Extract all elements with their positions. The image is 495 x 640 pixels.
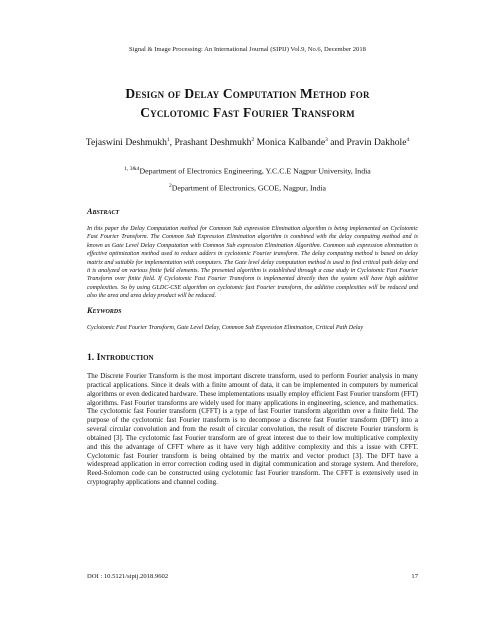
author-name: and Pravin Dakhole bbox=[327, 137, 407, 149]
author-affiliation-mark: 3 bbox=[325, 137, 328, 143]
affiliation-mark: 2 bbox=[168, 183, 172, 189]
author-affiliation-mark: 1 bbox=[166, 137, 170, 143]
affiliation-text: Department of Electronics Engineering, Y.C.C.E Nagpur University, India bbox=[139, 166, 371, 176]
affiliation-mark: 1, 3&4 bbox=[124, 166, 140, 172]
author-name: Monica Kalbande bbox=[254, 137, 326, 149]
title-line-2: Cyclotomic Fast Fourier Transform bbox=[140, 105, 355, 120]
title-line-1: Design of Delay Computation Method for bbox=[125, 86, 370, 101]
author-affiliation-mark: 2 bbox=[251, 137, 255, 143]
affiliation-1 bbox=[40, 164, 455, 177]
introduction-body: The Discrete Fourier Transform is the most important discrete transform, used to perform Fourier analysis in many practical applications. Since it deals with a finite amount of data, it can be implemented in computers by numerical algorithms or even dedicated hardware. These implementations usually employ efficient Fast Fourier transform (FFT) algorithms. Fast Fourier transforms are widely used for many applications in engineering, science, and mathematics. The cyclotomic fast Fourier transform (CFFT) is a type of fast Fourier transform algorithm over a finite field. The purpose of the cyclotomic fast Fourier transform is to decompose a discrete fast Fourier transform (DFT) into a several circular convolution and from the result of circular convolution, the result of discrete Fourier transform is obtained [3]. The cyclotomic fast Fourier transform are of great interest due to their low multiplicative complexity and this the advantage of CFFT where as it have very high additive complexity and this a issue with CFFT. Cyclotomic fast Fourier transform is being obtained by the matrix and vector product [3]. The DFT have a widespread application in error correction coding used in digital communication and storage system. And therefore, Reed-Solomon code can be constructed using cyclotomic fast Fourier transform. The CFFT is extensively used in cryptography applications and channel coding. bbox=[87, 372, 418, 487]
author-name: Tejaswini Deshmukh bbox=[85, 137, 167, 149]
journal-header: Signal & Image Processing: An International Journal (SIPIJ) Vol.9, No.6, December 2018 bbox=[129, 46, 366, 53]
author-name: , Prashant Deshmukh bbox=[169, 137, 252, 149]
author-affiliation-mark: 4 bbox=[406, 137, 410, 143]
page-number: 17 bbox=[411, 573, 418, 580]
keywords-body: Cyclotomic Fast Fourier Transform, Gate Level Delay, Common Sub Expression Elimination, Critical Path Delay bbox=[87, 325, 364, 331]
abstract-heading: Abstract bbox=[87, 207, 120, 216]
introduction-heading: 1. Introduction bbox=[87, 352, 154, 363]
abstract-body: In this paper the Delay Computation method for Common Sub expression Elimination algorithm is being implemented on Cyclotomic Fast Fourier Transform. The Common Sub Expression Elimination algorithm is combined with the delay computing method and is known as Gate Level Delay Computation with Common Sub expression Elimination Algorithm. Common sub expression elimination is effective optimization method used to reduce adders in cyclotomic Fourier transform. The delay computing method is based on delay matrix and suitable for implementation with computers. The Gate level delay computation method is used to find critical path delay and it is analyzed on various finite field elements. The presented algorithm is established through a case study in Cyclotomic Fast Fourier Transform over finite field. If Cyclotomic Fast Fourier Transform is implemented directly then the system will have high additive complexities. So by using GLDC-CSE algorithm on cyclotomic fast Fourier transform, the additive complexities will be reduced and also the area and area delay product will be reduced. bbox=[87, 226, 418, 300]
keywords-heading: Keywords bbox=[87, 306, 122, 315]
affiliation-2 bbox=[40, 181, 455, 194]
affiliation-text: Department of Electronics, GCOE, Nagpur, India bbox=[171, 183, 327, 193]
paper-title bbox=[40, 84, 455, 122]
doi-footer: DOI : 10.5121/sipij.2018.9602 bbox=[87, 573, 169, 580]
author-list bbox=[60, 134, 435, 150]
